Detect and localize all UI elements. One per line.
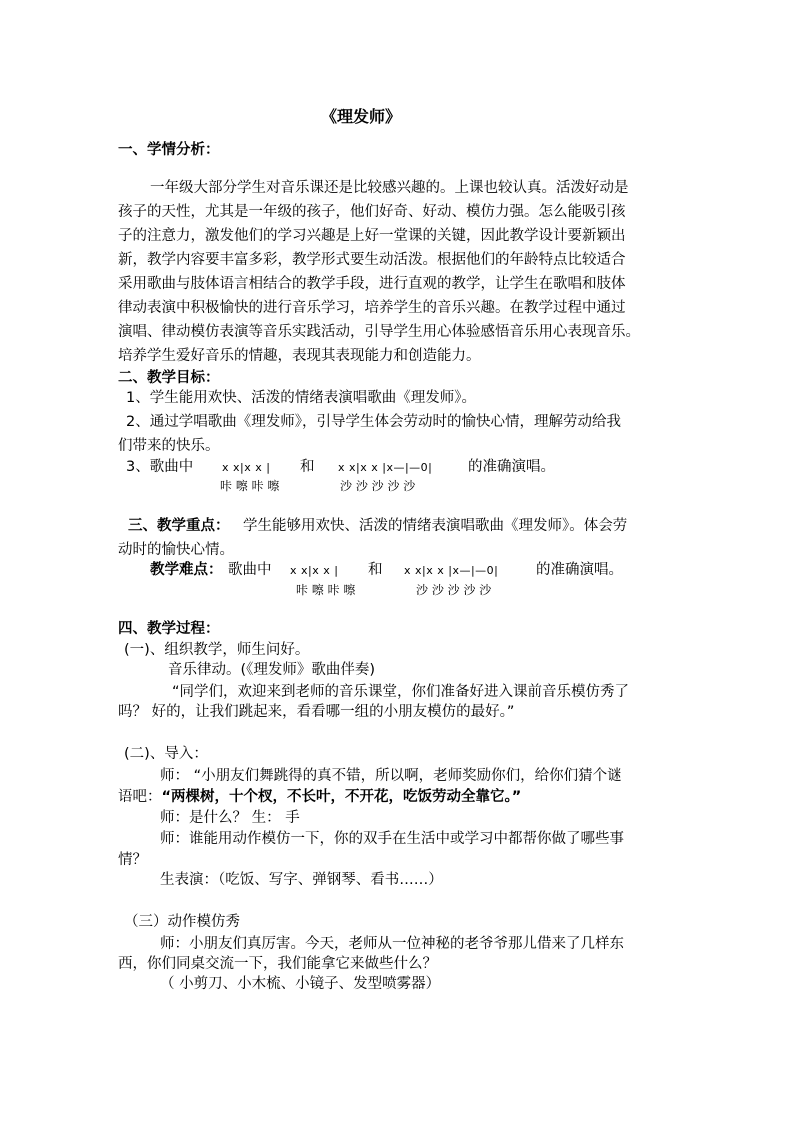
process-line: 吗？ 好的，让我们跳起来，看看哪一组的小朋友模仿的最好。”	[118, 704, 515, 720]
keypoints-text: 学生能够用欢快、活泼的情绪表演唱歌曲《理发师》。体会劳	[243, 518, 628, 534]
document-title: 《理发师》	[321, 107, 402, 126]
and-text: 和	[368, 562, 383, 578]
difficulty-suffix: 的准确演唱。	[536, 562, 623, 578]
process-line: 师：谁能用动作模仿一下，你的双手在生活中或学习中都帮你做了哪些事	[160, 831, 624, 847]
process-line: 生表演：（吃饭、写字、弹钢琴、看书……）	[160, 872, 443, 888]
section-heading-process: 四、教学过程：	[118, 621, 220, 637]
lyric-kacha: 咔 嚓 咔 嚓	[296, 583, 356, 597]
process-part-1-heading: (一)、组织教学，师生问好。	[124, 642, 310, 658]
process-line: 师：小朋友们真厉害。今天，老师从一位神秘的老爷爷那儿借来了几样东	[160, 936, 624, 952]
riddle-text: “两棵树，十个杈，不长叶，不开花，吃饭劳动全靠它。”	[161, 789, 522, 805]
goal-item-3-suffix: 的准确演唱。	[468, 459, 555, 475]
process-part-2-heading: (二)、导入：	[124, 746, 208, 762]
difficulty-label: 教学难点：	[150, 562, 223, 578]
analysis-line: 培养学生爱好音乐的情趣，表现其表现能力和创造能力。	[118, 348, 481, 364]
lyric-kacha: 咔 嚓 咔 嚓	[220, 479, 280, 493]
process-line: 师： “小朋友们舞跳得的真不错，所以啊，老师奖励你们，给你们猜个谜	[160, 768, 622, 784]
analysis-line: 孩子的天性，尤其是一年级的孩子，他们好奇、好动、模仿力强。怎么能吸引孩	[118, 204, 626, 220]
goal-item-2: 2、通过学唱歌曲《理发师》，引导学生体会劳动时的愉快心情，理解劳动给我	[126, 414, 621, 430]
difficulty-prefix: 歌曲中	[228, 562, 272, 578]
analysis-line: 律动表演中积极愉快的进行音乐学习，培养学生的音乐兴趣。在教学过程中通过	[118, 300, 626, 316]
process-part-3-heading: （三）动作模仿秀	[124, 914, 240, 930]
goal-item-2-cont: 们带来的快乐。	[118, 438, 220, 454]
riddle-intro: 语吧：	[118, 789, 162, 805]
process-line: 音乐律动。(《理发师》歌曲伴奏)	[168, 662, 376, 678]
rhythm-notation-2: x x|x x |x—|—0|	[338, 461, 433, 474]
and-text: 和	[300, 459, 315, 475]
rhythm-notation-1: x x|x x |	[290, 564, 339, 577]
process-line: 情？	[118, 852, 147, 868]
process-line: 西，你们同桌交流一下，我们能拿它来做些什么？	[118, 956, 437, 972]
lyric-sha: 沙 沙 沙 沙 沙	[416, 583, 492, 597]
analysis-line: 一年级大部分学生对音乐课还是比较感兴趣的。上课也较认真。活泼好动是	[150, 180, 629, 196]
analysis-line: 演唱、律动模仿表演等音乐实践活动，引导学生用心体验感悟音乐用心表现音乐。	[118, 324, 640, 340]
analysis-line: 新，教学内容要丰富多彩，教学形式要生动活泼。根据他们的年龄特点比较适合	[118, 252, 626, 268]
goal-item-3-prefix: 3、歌曲中	[126, 459, 194, 475]
section-heading-keypoints: 三、教学重点：	[128, 518, 230, 534]
analysis-line: 子的注意力，激发他们的学习兴趣是上好一堂课的关键，因此教学设计要新颖出	[118, 228, 626, 244]
keypoints-text-cont: 动时的愉快心情。	[118, 542, 234, 558]
process-line: （ 小剪刀、小木梳、小镜子、发型喷雾器）	[160, 976, 441, 992]
lyric-sha: 沙 沙 沙 沙 沙	[340, 479, 416, 493]
rhythm-notation-2: x x|x x |x—|—0|	[404, 564, 499, 577]
section-heading-analysis: 一、学情分析：	[118, 142, 220, 158]
section-heading-goals: 二、教学目标：	[118, 370, 220, 386]
process-line: “同学们，欢迎来到老师的音乐课堂，你们准备好进入课前音乐模仿秀了	[172, 684, 630, 700]
goal-item-1: 1、学生能用欢快、活泼的情绪表演唱歌曲《理发师》。	[126, 390, 476, 406]
rhythm-notation-1: x x|x x |	[222, 461, 271, 474]
analysis-line: 采用歌曲与肢体语言相结合的教学手段，进行直观的教学，让学生在歌唱和肢体	[118, 276, 626, 292]
process-line: 师：是什么？ 生： 手	[160, 810, 300, 826]
